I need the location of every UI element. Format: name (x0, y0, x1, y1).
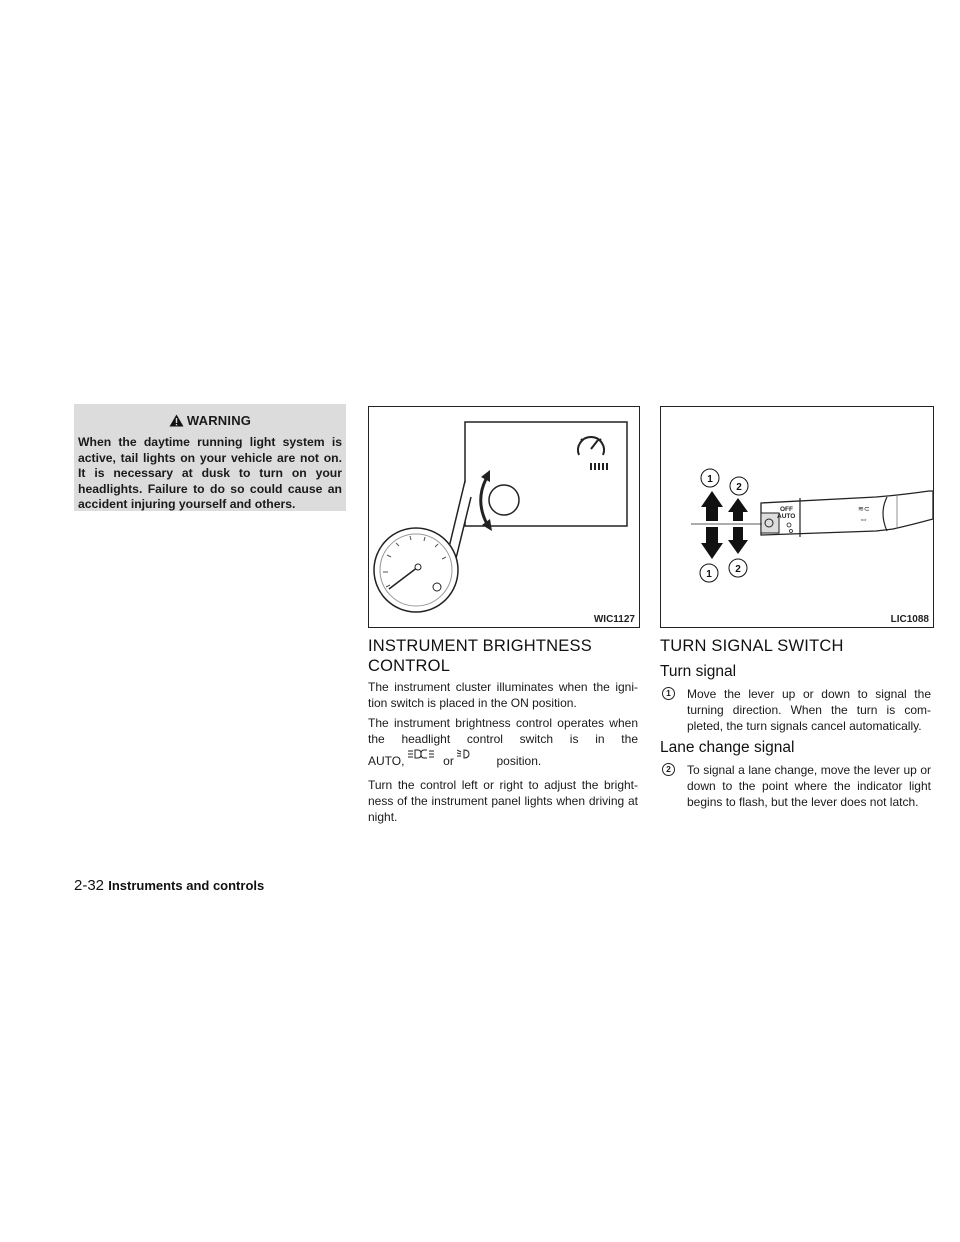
figure-code-right: LIC1088 (890, 614, 929, 625)
brightness-para1: The instrument cluster illuminates when the igni- tion switch is placed in the ON position. (368, 680, 638, 710)
arrow-2-up (728, 498, 748, 521)
figure-code-left: WIC1127 (593, 614, 635, 625)
svg-text:≋⊂: ≋⊂ (858, 506, 870, 513)
warning-box (74, 404, 346, 511)
brightness-heading (368, 636, 592, 676)
turn-signal-heading: TURN SIGNAL SWITCH (660, 637, 844, 655)
brightness-para3 (368, 749, 638, 769)
warning-text: When the daytime running light system is active, tail lights on your vehicle are not on. It is necessary at dusk to turn on your headlights. Failure to do so could cause an accident injuring yourself and others. (78, 435, 342, 511)
position-text: position. (496, 754, 542, 768)
arrow-2-label-bottom: 2 (735, 564, 741, 575)
lever-auto-label: AUTO (777, 513, 796, 520)
turn-signal-item (662, 686, 932, 734)
turn-signal-lever-illustration (661, 407, 933, 627)
turn-signal-figure (660, 406, 934, 628)
svg-text:⇔: ⇔ (859, 514, 868, 524)
lane-change-subheading: Lane change signal (660, 739, 795, 756)
arrow-1-label-bottom: 1 (706, 569, 712, 580)
item-1-number: 1 (662, 687, 675, 700)
arrow-1-label-top: 1 (707, 474, 713, 485)
brightness-para4: Turn the control left or right to adjust the bright- ness of the instrument panel lights when driving at night. (368, 778, 638, 824)
headlight-high-icon (457, 749, 471, 761)
brightness-heading-line2: CONTROL (368, 657, 451, 675)
headlight-low-icon (408, 749, 434, 761)
warning-title (74, 413, 346, 428)
arrow-2-down (728, 527, 748, 554)
instrument-brightness-figure (368, 406, 640, 628)
section-title: Instruments and controls (108, 878, 265, 893)
brightness-heading-line1: INSTRUMENT BRIGHTNESS (368, 637, 592, 655)
warning-title-text: WARNING (186, 413, 252, 428)
lane-change-item (662, 762, 932, 810)
item-2-text: To signal a lane change, move the lever up or down to the point where the indicator light begins to flash, but the lever does not latch. (687, 763, 931, 809)
arrow-2-label-top: 2 (736, 482, 742, 493)
warning-triangle-icon (169, 414, 184, 427)
or-text: or (443, 754, 454, 768)
page-footer (74, 877, 264, 894)
item-2-number: 2 (662, 763, 675, 776)
arrow-1-up (701, 491, 723, 521)
arrow-1-down (701, 527, 723, 559)
auto-text: AUTO, (368, 754, 405, 768)
turn-signal-subheading: Turn signal (660, 663, 737, 680)
page-number: 2-32 (74, 877, 105, 894)
item-1-text: Move the lever up or down to signal the turning direction. When the turn is com- pleted, the turn signals cancel automatically. (687, 687, 931, 733)
brightness-para2: The instrument brightness control operates when the headlight control switch is in the (368, 716, 638, 746)
instrument-cluster-illustration (369, 407, 639, 627)
lever-off-label: OFF (780, 506, 793, 513)
